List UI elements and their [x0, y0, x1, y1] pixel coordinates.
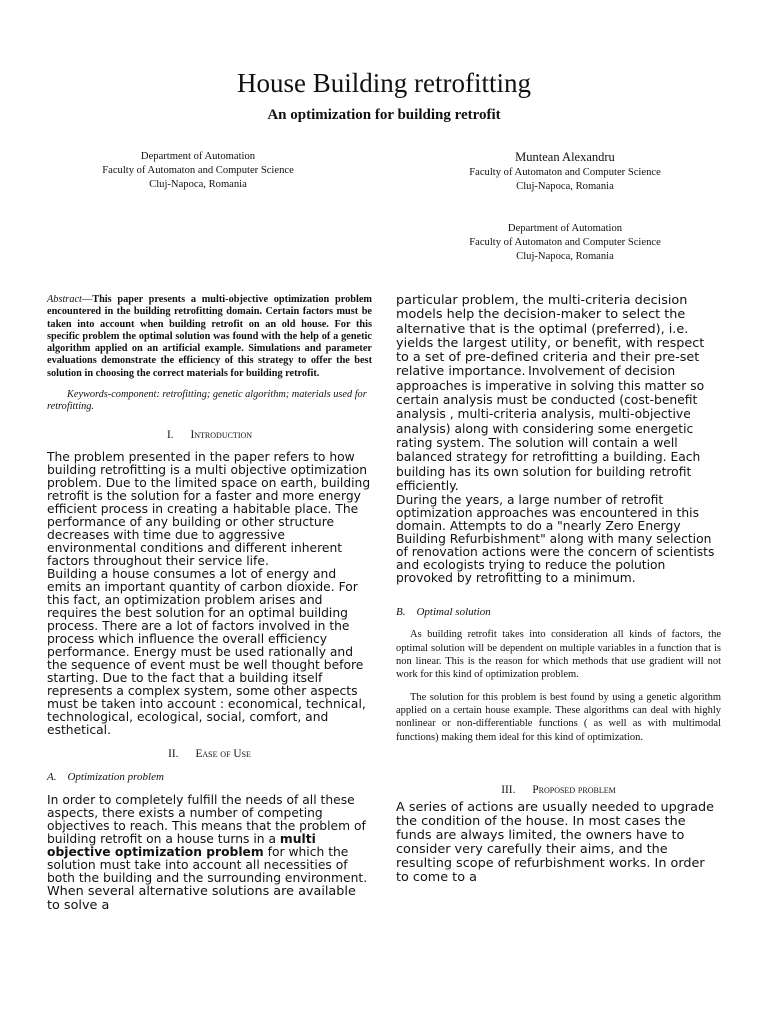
proposed-problem-paragraph: A series of actions are usually needed to upgrade the condition of the house. In most cases the funds are always limited, the owners have to consider very carefully their aims, and the resulting scope of refurbishment works. In order to come to a — [396, 800, 714, 886]
section-heading-ease-of-use — [47, 748, 372, 761]
right-column — [396, 294, 721, 885]
affiliation-center — [420, 222, 710, 264]
affil-line: Faculty of Automaton and Computer Science — [102, 165, 294, 176]
abstract-text: This paper presents a multi-objective optimization problem encountered in the building retrofitting domain. Certain factors must be taken into account when building retrofit on an old house. For this specific problem the optimal solution was found with the help of a genetic algorithm applied on an artificial example. Simulations and parameter evaluations demonstrate the efficiency of this strategy to offer the best solution in choosing the correct materials for building retrofit. — [47, 294, 372, 379]
subsection-label: A. — [47, 771, 57, 784]
paper-title: House Building retrofitting — [237, 68, 531, 98]
text-run: for which the solution must take into account all necessities of both the building and the surrounding environment. — [47, 844, 368, 885]
affil-line: Department of Automation — [507, 223, 623, 234]
text-run: When several alternative solutions are available to solve a — [47, 883, 356, 913]
section-number: II. — [168, 747, 179, 760]
left-column — [47, 294, 372, 913]
optimization-paragraph — [47, 794, 372, 913]
affil-line: Cluj-Napoca, Romania — [516, 251, 614, 262]
subsection-heading-optimal-solution — [396, 606, 721, 619]
abstract-label: Abstract — [47, 294, 82, 305]
section-title: Introduction — [190, 428, 253, 441]
section-number: I. — [166, 428, 174, 441]
section-heading-introduction — [47, 429, 372, 442]
intro-paragraph-2: Building a house consumes a lot of energy and emits an important quantity of carbon dioxide. For this fact, an optimization problem arises and requires the best solution for an optimal building process. There are a lot of factors involved in the process which influence the overall efficiency performance. Energy must be used rationally and the sequence of event must be well thought before starting. Due to the fact that a building itself represents a complex system, some other aspects must be taken into account : economical, technical, technological, ecological, social, comfort, and esthetical. — [47, 566, 366, 737]
subsection-label: B. — [396, 606, 406, 619]
affil-line: Cluj-Napoca, Romania — [149, 179, 247, 190]
author-name: Muntean Alexandru — [515, 150, 615, 164]
affil-line: Faculty of Automaton and Computer Science — [469, 237, 661, 248]
abstract — [47, 294, 372, 380]
optimal-solution-paragraph-2: The solution for this problem is best found by using a genetic algorithm applied on a certain house example. These algorithms can deal with highly nonlinear or non-differentiable functions ( as well as with multimodal functions) making them ideal for this kind of optimization. — [396, 691, 721, 743]
retrofit-approaches-paragraph: During the years, a large number of retrofit optimization approaches was encountered in this domain. Attempts to do a "nearly Zero Energy Building Refurbishment" along with many selection of renovation actions were the concern of scientists and ecologists trying to reduce the polution provoked by retrofitting to a minimum. — [396, 493, 715, 586]
affil-line: Faculty of Automaton and Computer Science — [469, 167, 661, 178]
bold-term: multi objective optimization problem — [47, 831, 316, 859]
keywords: Keywords-component: retrofitting; genetic algorithm; materials used for retrofitting. — [47, 389, 367, 413]
continuation-paragraph — [396, 294, 721, 494]
text-run: In order to completely fulfill the needs of all these aspects, there exists a number of competing objectives to reach. This means that the problem of building retrofit on a house turns in a — [47, 792, 366, 846]
section-title: Ease of Use — [195, 747, 251, 760]
optimal-solution-paragraph-1: As building retrofit takes into consideration all kinds of factors, the optimal solution will be dependent on multiple variables in a function that is non linear. This is the reason for which methods that use gradient will not work for this kind of optimization problem. — [396, 629, 721, 681]
subsection-title: Optimization problem — [67, 771, 164, 784]
intro-paragraph-1: The problem presented in the paper refers to how building retrofitting is a multi objective optimization problem. Due to the limited space on earth, building retrofit is the solution for a faster and more energy efficient process in creating a habitable place. The performance of any building or other structure decreases with time due to aggressive environmental conditions and different inherent factors throughout their service life. — [47, 449, 371, 568]
paper-subtitle: An optimization for building retrofit — [267, 107, 501, 123]
affiliation-right — [420, 149, 710, 194]
text-run: Involvement of decision approaches is imperative in solving this matter so certain analysis must be conducted (cost-benefit analysis , multi-criteria analysis, multi-objective analysis) along with considering some energetic rating system. The solution will contain a well balanced strategy for retrofitting a building. Each building has its own solution for building retrofit efficiently. — [396, 364, 705, 493]
affiliation-left — [70, 150, 326, 192]
affil-line: Cluj-Napoca, Romania — [516, 181, 614, 192]
section-heading-proposed-problem — [396, 784, 721, 797]
affil-line: Department of Automation — [140, 151, 256, 162]
section-number: III. — [501, 783, 516, 796]
subsection-heading-optimization — [47, 771, 372, 784]
section-title: Proposed problem — [532, 783, 616, 796]
subsection-title: Optimal solution — [416, 606, 491, 619]
abstract-dash: — — [81, 294, 93, 305]
text-run: particular problem, the multi-criteria decision models help the decision-maker to select the alternative that is the optimal (preferred), i.e. yields the largest utility, or benefit, with respect to a set of pre-defined criteria and their pre-set relative importance. — [396, 293, 705, 380]
